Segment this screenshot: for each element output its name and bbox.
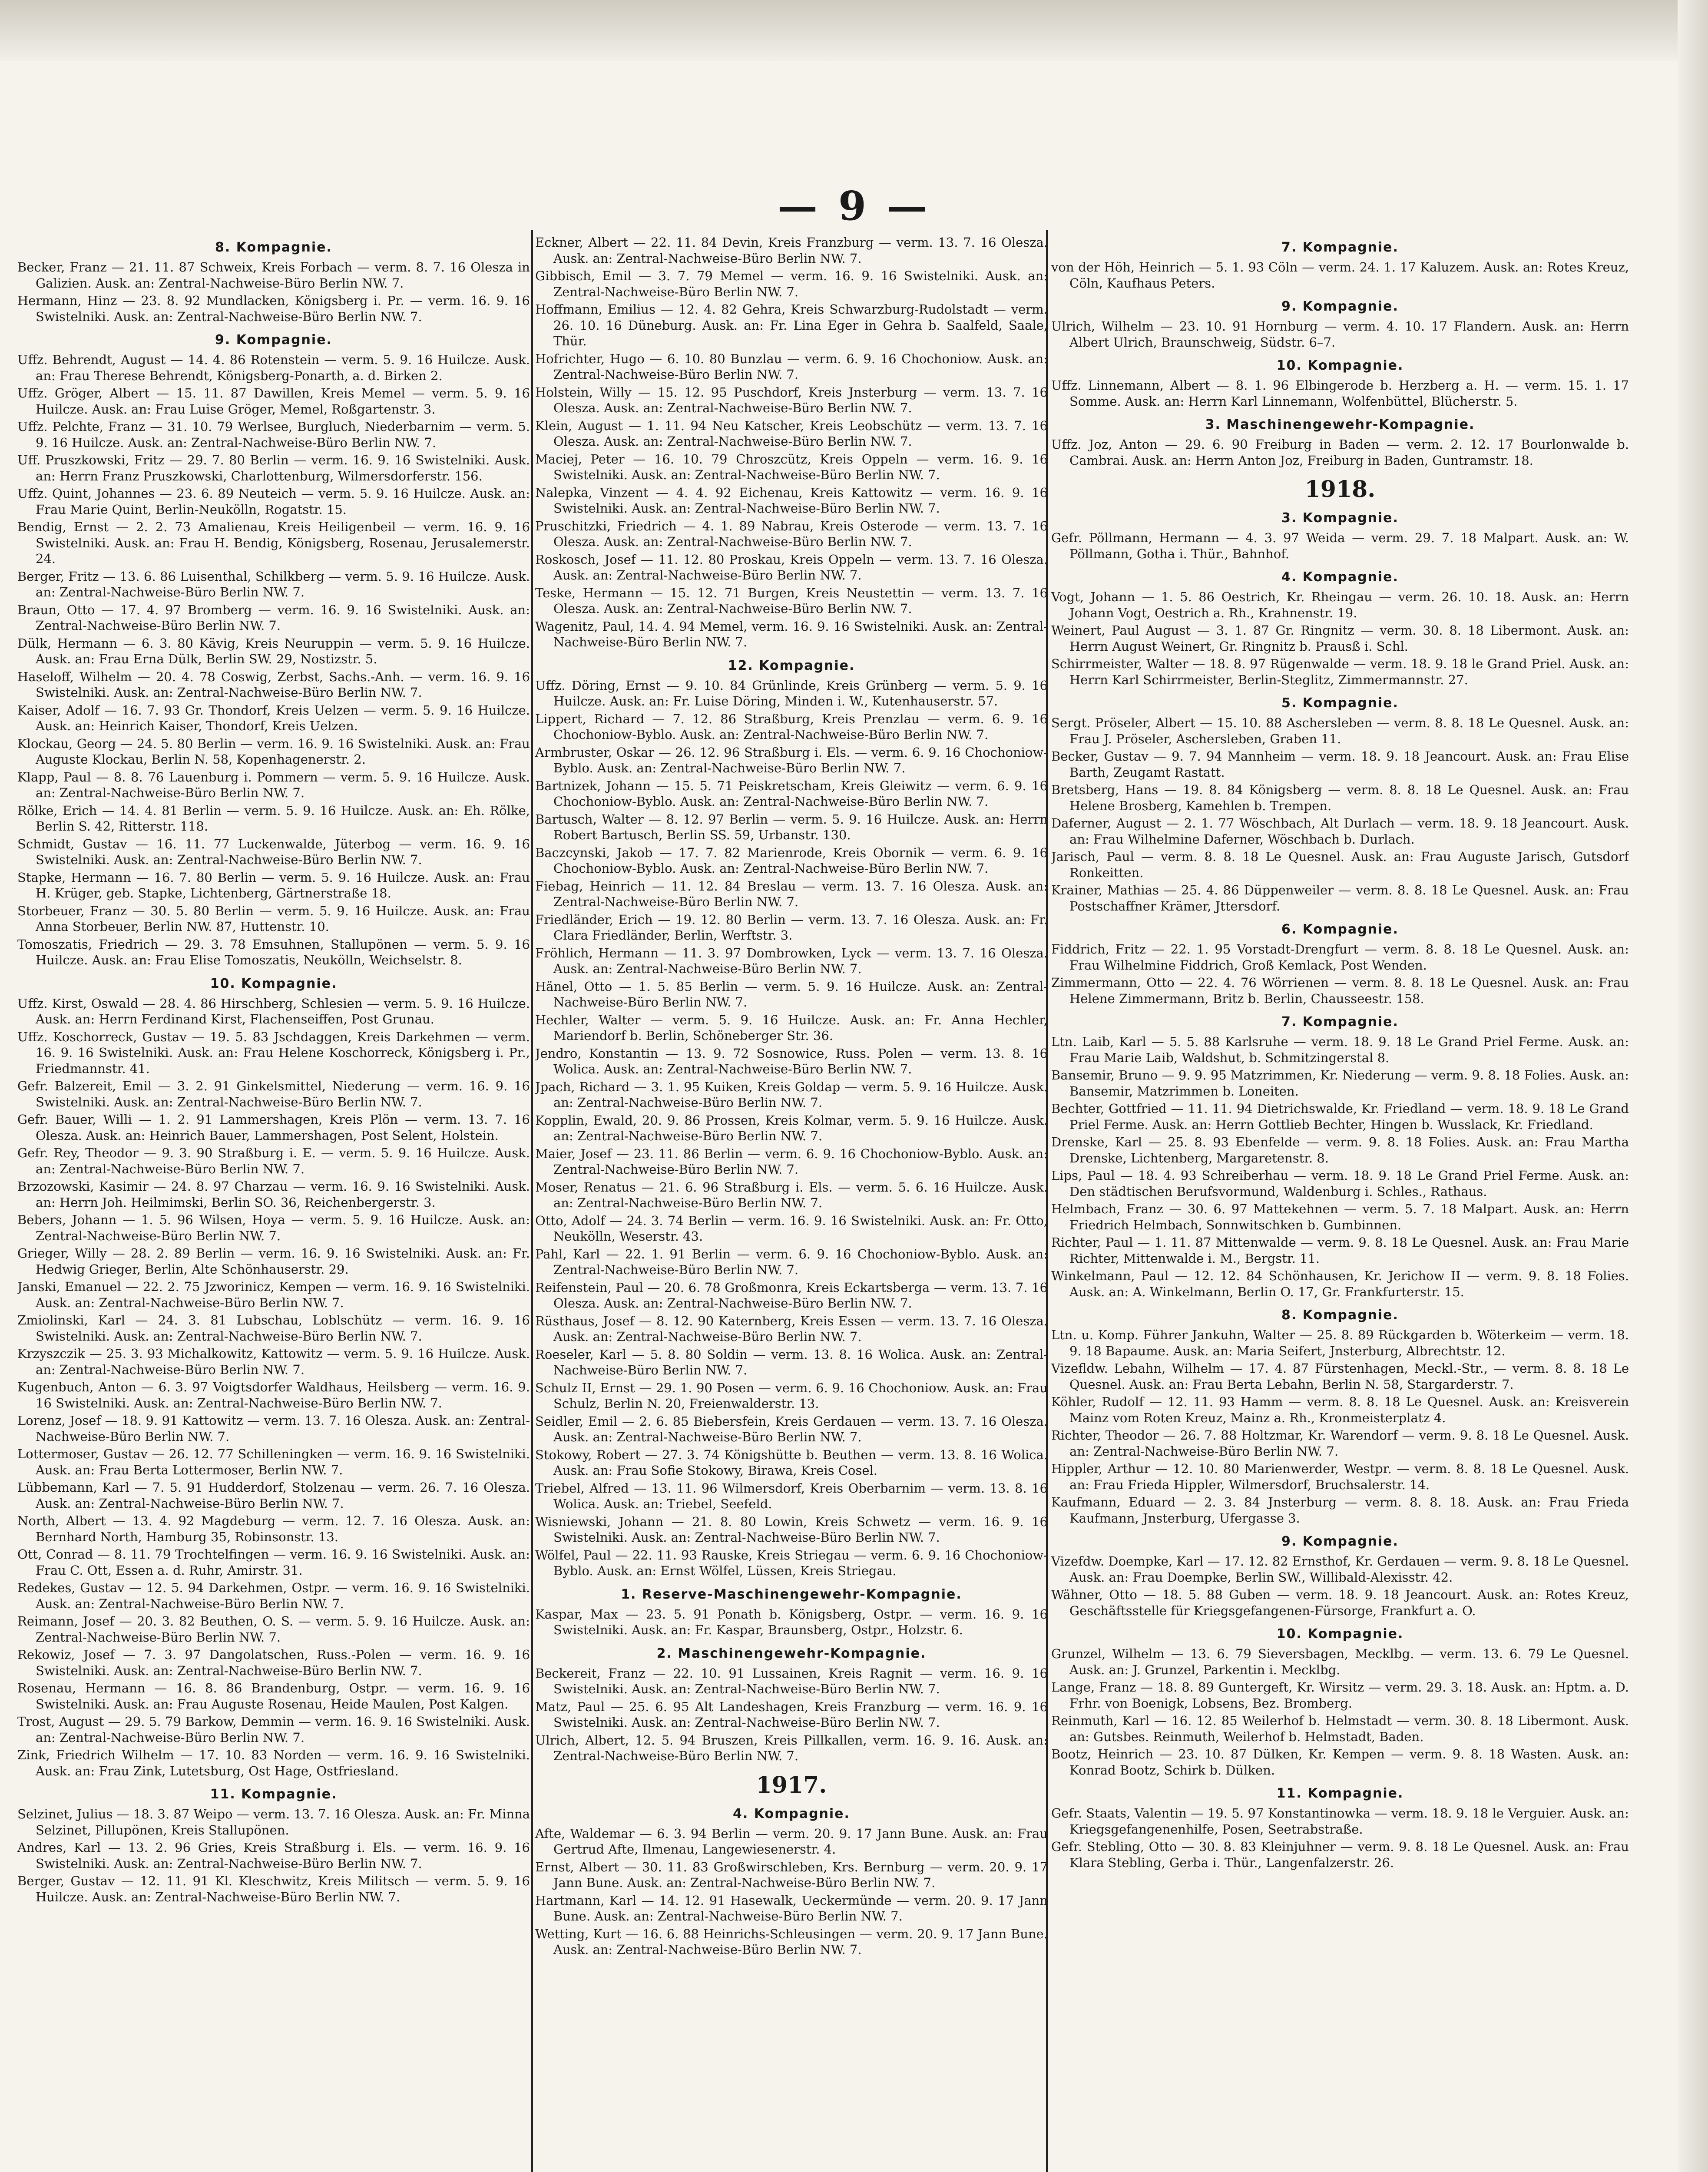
list-item: Uffz. Linnemann, Albert — 8. 1. 96 Elbingerode b. Herzberg a. H. — verm. 15. 1. 17 Somme. Ausk. an: Herrn Karl Linnemann, Wolfenbüttel, Blücherstr. 5. bbox=[1051, 378, 1629, 409]
column-rule bbox=[531, 230, 533, 2172]
list-item: Dülk, Hermann — 6. 3. 80 Kävig, Kreis Neuruppin — verm. 5. 9. 16 Huilcze. Ausk. an: Frau Erna Dülk, Berlin SW. 29, Nostizstr. 5. bbox=[17, 636, 530, 666]
list-item: Schulz II, Ernst — 29. 1. 90 Posen — verm. 6. 9. 16 Chochoniow. Ausk. an: Frau Schulz, Berlin N. 20, Freienwalderstr. 13. bbox=[535, 1380, 1048, 1411]
list-item: Uffz. Döring, Ernst — 9. 10. 84 Grünlinde, Kreis Grünberg — verm. 5. 9. 16 Huilcze. Ausk. an: Fr. Luise Döring, Minden i. W., Kutenhauserstr. 57. bbox=[535, 678, 1048, 709]
list-section bbox=[535, 1587, 1048, 1638]
list-item: Schmidt, Gustav — 16. 11. 77 Luckenwalde, Jüterbog — verm. 16. 9. 16 Swistelniki. Ausk. an: Zentral-Nachweise-Büro Berlin NW. 7. bbox=[17, 836, 530, 867]
list-item: Kaiser, Adolf — 16. 7. 93 Gr. Thondorf, Kreis Uelzen — verm. 5. 9. 16 Huilcze. Ausk. an: Heinrich Kaiser, Thondorf, Kreis Uelzen. bbox=[17, 702, 530, 733]
list-item: Maier, Josef — 23. 11. 86 Berlin — verm. 6. 9. 16 Chochoniow-Byblo. Ausk. an: Zentral-Nachweise-Büro Berlin NW. 7. bbox=[535, 1146, 1048, 1177]
list-item: Ulrich, Albert, 12. 5. 94 Bruszen, Kreis Pillkallen, verm. 16. 9. 16. Ausk. an: Zentral-Nachweise-Büro Berlin NW. 7. bbox=[535, 1732, 1048, 1763]
list-item: Seidler, Emil — 2. 6. 85 Biebersfein, Kreis Gerdauen — verm. 13. 7. 16 Olesza. Ausk. an: Zentral-Nachweise-Büro Berlin NW. 7. bbox=[535, 1414, 1048, 1444]
list-item: Triebel, Alfred — 13. 11. 96 Wilmersdorf, Kreis Oberbarnim — verm. 13. 8. 16 Wolica. Ausk. an: Triebel, Seefeld. bbox=[535, 1480, 1048, 1511]
scan-top-edge bbox=[0, 0, 1708, 61]
list-item: Grunzel, Wilhelm — 13. 6. 79 Sieversbagen, Mecklbg. — verm. 13. 6. 79 Le Quesnel. Ausk. an: J. Grunzel, Parkentin i. Mecklbg. bbox=[1051, 1646, 1629, 1677]
list-item: Maciej, Peter — 16. 10. 79 Chroszcütz, Kreis Oppeln — verm. 16. 9. 16 Swistelniki. Ausk. an: Zentral-Nachweise-Büro Berlin NW. 7. bbox=[535, 451, 1048, 482]
list-item: Uffz. Behrendt, August — 14. 4. 86 Rotenstein — verm. 5. 9. 16 Huilcze. Ausk. an: Frau Therese Behrendt, Königsberg-Ponarth, a. d. Birken 2. bbox=[17, 352, 530, 383]
list-item: Wölfel, Paul — 22. 11. 93 Rauske, Kreis Striegau — verm. 6. 9. 16 Chochoniow-Byblo. Ausk. an: Ernst Wölfel, Lüssen, Kreis Striegau. bbox=[535, 1547, 1048, 1578]
list-item: Jendro, Konstantin — 13. 9. 72 Sosnowice, Russ. Polen — verm. 13. 8. 16 Wolica. Ausk. an: Zentral-Nachweise-Büro Berlin NW. 7. bbox=[535, 1046, 1048, 1076]
section-heading: 12. Kompagnie. bbox=[728, 658, 855, 673]
list-item: Roeseler, Karl — 5. 8. 80 Soldin — verm. 13. 8. 16 Wolica. Ausk. an: Zentral-Nachweise-Büro Berlin NW. 7. bbox=[535, 1347, 1048, 1377]
section-heading: 9. Kompagnie. bbox=[215, 332, 332, 348]
list-item: Pruschitzki, Friedrich — 4. 1. 89 Nabrau, Kreis Osterode — verm. 13. 7. 16 Olesza. Ausk. an: Zentral-Nachweise-Büro Berlin NW. 7. bbox=[535, 518, 1048, 549]
list-item: Uff. Pruszkowski, Fritz — 29. 7. 80 Berlin — verm. 16. 9. 16 Swistelniki. Ausk. an: Herrn Franz Pruszkowski, Charlottenburg, Wilmersdorferstr. 156. bbox=[17, 453, 530, 483]
list-section bbox=[535, 235, 1048, 650]
list-section bbox=[1051, 1626, 1629, 1778]
list-item: Stapke, Hermann — 16. 7. 80 Berlin — verm. 5. 9. 16 Huilcze. Ausk. an: Frau H. Krüger, geb. Stapke, Lichtenberg, Gärtnerstraße 18. bbox=[17, 870, 530, 901]
section-heading: 8. Kompagnie. bbox=[215, 240, 332, 255]
list-item: Winkelmann, Paul — 12. 12. 84 Schönhausen, Kr. Jerichow II — verm. 9. 8. 18 Folies. Ausk. an: A. Winkelmann, Berlin O. 17, Gr. Frankfurterstr. 15. bbox=[1051, 1268, 1629, 1299]
list-item: Uffz. Quint, Johannes — 23. 6. 89 Neuteich — verm. 5. 9. 16 Huilcze. Ausk. an: Frau Marie Quint, Berlin-Neukölln, Rogatstr. 15. bbox=[17, 486, 530, 517]
list-item: Kaufmann, Eduard — 2. 3. 84 Jnsterburg — verm. 8. 8. 18. Ausk. an: Frau Frieda Kaufmann, Jnsterburg, Ufergasse 3. bbox=[1051, 1495, 1629, 1526]
list-section bbox=[1051, 417, 1629, 468]
list-item: Krzyszczik — 25. 3. 93 Michalkowitz, Kattowitz — verm. 5. 9. 16 Huilcze. Ausk. an: Zentral-Nachweise-Büro Berlin NW. 7. bbox=[17, 1346, 530, 1377]
list-item: Jpach, Richard — 3. 1. 95 Kuiken, Kreis Goldap — verm. 5. 9. 16 Huilcze. Ausk. an: Zentral-Nachweise-Büro Berlin NW. 7. bbox=[535, 1079, 1048, 1110]
list-item: Sergt. Pröseler, Albert — 15. 10. 88 Aschersleben — verm. 8. 8. 18 Le Quesnel. Ausk. an: Frau J. Pröseler, Aschersleben, Graben 11. bbox=[1051, 715, 1629, 746]
list-item: Wagenitz, Paul, 14. 4. 94 Memel, verm. 16. 9. 16 Swistelniki. Ausk. an: Zentral-Nachweise-Büro Berlin NW. 7. bbox=[535, 619, 1048, 649]
list-item: Hofrichter, Hugo — 6. 10. 80 Bunzlau — verm. 6. 9. 16 Chochoniow. Ausk. an: Zentral-Nachweise-Büro Berlin NW. 7. bbox=[535, 351, 1048, 382]
list-item: Kaspar, Max — 23. 5. 91 Ponath b. Königsberg, Ostpr. — verm. 16. 9. 16 Swistelniki. Ausk. an: Fr. Kaspar, Braunsberg, Ostpr., Holzstr. 6. bbox=[535, 1606, 1048, 1637]
list-item: Gefr. Stebling, Otto — 30. 8. 83 Kleinjuhner — verm. 9. 8. 18 Le Quesnel. Ausk. an: Frau Klara Stebling, Gerba i. Thür., Langenfalzerstr. 26. bbox=[1051, 1839, 1629, 1870]
list-item: Redekes, Gustav — 12. 5. 94 Darkehmen, Ostpr. — verm. 16. 9. 16 Swistelniki. Ausk. an: Zentral-Nachweise-Büro Berlin NW. 7. bbox=[17, 1580, 530, 1611]
list-item: Hippler, Arthur — 12. 10. 80 Marienwerder, Westpr. — verm. 8. 8. 18 Le Quesnel. Ausk. an: Frau Frieda Hippler, Wilmersdorf, Bruchsalerstr. 14. bbox=[1051, 1461, 1629, 1492]
list-item: Hoffmann, Emilius — 12. 4. 82 Gehra, Kreis Schwarzburg-Rudolstadt — verm. 26. 10. 16 Düneburg. Ausk. an: Fr. Lina Eger in Gehra b. Saalfeld, Saale, Thür. bbox=[535, 302, 1048, 348]
list-item: Bartnizek, Johann — 15. 5. 71 Peiskretscham, Kreis Gleiwitz — verm. 6. 9. 16 Chochoniow-Byblo. Ausk. an: Zentral-Nachweise-Büro Berlin NW. 7. bbox=[535, 778, 1048, 809]
scan-right-edge bbox=[1678, 0, 1708, 2172]
list-item: Wähner, Otto — 18. 5. 88 Guben — verm. 18. 9. 18 Jeancourt. Ausk. an: Rotes Kreuz, Geschäftsstelle für Kriegsgefangenen-Fürsorge, Frankfurt a. O. bbox=[1051, 1587, 1629, 1618]
list-item: Berger, Fritz — 13. 6. 86 Luisenthal, Schilkberg — verm. 5. 9. 16 Huilcze. Ausk. an: Zentral-Nachweise-Büro Berlin NW. 7. bbox=[17, 569, 530, 599]
list-item: Vizefldw. Lebahn, Wilhelm — 17. 4. 87 Fürstenhagen, Meckl.-Str., — verm. 8. 8. 18 Le Quesnel. Ausk. an: Frau Berta Lebahn, Berlin N. 58, Stargarderstr. 7. bbox=[1051, 1361, 1629, 1392]
list-section bbox=[1051, 1534, 1629, 1619]
list-item: Fiddrich, Fritz — 22. 1. 95 Vorstadt-Drengfurt — verm. 8. 8. 18 Le Quesnel. Ausk. an: Frau Wilhelmine Fiddrich, Groß Kemlack, Post Wenden. bbox=[1051, 942, 1629, 973]
list-item: Haseloff, Wilhelm — 20. 4. 78 Coswig, Zerbst, Sachs.-Anh. — verm. 16. 9. 16 Swistelniki. Ausk. an: Zentral-Nachweise-Büro Berlin NW. 7. bbox=[17, 669, 530, 700]
list-item: Ott, Conrad — 8. 11. 79 Trochtelfingen — verm. 16. 9. 16 Swistelniki. Ausk. an: Frau C. Ott, Essen a. d. Ruhr, Amirstr. 31. bbox=[17, 1547, 530, 1578]
list-item: Uffz. Pelchte, Franz — 31. 10. 79 Werlsee, Burgluch, Niederbarnim — verm. 5. 9. 16 Huilcze. Ausk. an: Zentral-Nachweise-Büro Berlin NW. 7. bbox=[17, 419, 530, 450]
list-item: Schirrmeister, Walter — 18. 8. 97 Rügenwalde — verm. 18. 9. 18 le Grand Priel. Ausk. an: Herrn Karl Schirrmeister, Berlin-Steglitz, Zimmermannstr. 27. bbox=[1051, 656, 1629, 687]
list-item: Helmbach, Franz — 30. 6. 97 Mattekehnen — verm. 5. 7. 18 Malpart. Ausk. an: Herrn Friedrich Helmbach, Sonnwitschken b. Gumbinnen. bbox=[1051, 1202, 1629, 1232]
list-item: Gefr. Balzereit, Emil — 3. 2. 91 Ginkelsmittel, Niederung — verm. 16. 9. 16 Swistelniki. Ausk. an: Zentral-Nachweise-Büro Berlin NW. 7. bbox=[17, 1079, 530, 1109]
section-heading: 3. Maschinengewehr-Kompagnie. bbox=[1205, 417, 1475, 432]
list-item: Daferner, August — 2. 1. 77 Wöschbach, Alt Durlach — verm. 18. 9. 18 Jeancourt. Ausk. an: Frau Wilhelmine Daferner, Wöschbach b. Durlach. bbox=[1051, 816, 1629, 847]
list-section bbox=[17, 1787, 530, 1905]
list-item: Rekowiz, Josef — 7. 3. 97 Dangolatschen, Russ.-Polen — verm. 16. 9. 16 Swistelniki. Ausk. an: Zentral-Nachweise-Büro Berlin NW. 7. bbox=[17, 1647, 530, 1678]
list-section bbox=[535, 1806, 1048, 1958]
list-item: Moser, Renatus — 21. 6. 96 Straßburg i. Els. — verm. 5. 6. 16 Huilcze. Ausk. an: Zentral-Nachweise-Büro Berlin NW. 7. bbox=[535, 1179, 1048, 1210]
list-item: Gibbisch, Emil — 3. 7. 79 Memel — verm. 16. 9. 16 Swistelniki. Ausk. an: Zentral-Nachweise-Büro Berlin NW. 7. bbox=[535, 268, 1048, 299]
list-item: Rölke, Erich — 14. 4. 81 Berlin — verm. 5. 9. 16 Huilcze. Ausk. an: Eh. Rölke, Berlin S. 42, Ritterstr. 118. bbox=[17, 803, 530, 834]
section-heading: 8. Kompagnie. bbox=[1281, 1308, 1399, 1323]
list-item: Vogt, Johann — 1. 5. 86 Oestrich, Kr. Rheingau — verm. 26. 10. 18. Ausk. an: Herrn Johann Vogt, Oestrich a. Rh., Krahnenstr. 19. bbox=[1051, 589, 1629, 620]
list-item: Kugenbuch, Anton — 6. 3. 97 Voigtsdorfer Waldhaus, Heilsberg — verm. 16. 9. 16 Swistelniki. Ausk. an: Zentral-Nachweise-Büro Berlin NW. 7. bbox=[17, 1380, 530, 1410]
list-item: Drenske, Karl — 25. 8. 93 Ebenfelde — verm. 9. 8. 18 Folies. Ausk. an: Frau Martha Drenske, Lichtenberg, Margaretenstr. 8. bbox=[1051, 1135, 1629, 1165]
list-item: Richter, Theodor — 26. 7. 88 Holtzmar, Kr. Warendorf — verm. 9. 8. 18 Le Quesnel. Ausk. an: Zentral-Nachweise-Büro Berlin NW. 7. bbox=[1051, 1428, 1629, 1459]
list-item: Otto, Adolf — 24. 3. 74 Berlin — verm. 16. 9. 16 Swistelniki. Ausk. an: Fr. Otto, Neukölln, Weserstr. 43. bbox=[535, 1213, 1048, 1244]
list-item: Klein, August — 1. 11. 94 Neu Katscher, Kreis Leobschütz — verm. 13. 7. 16 Olesza. Ausk. an: Zentral-Nachweise-Büro Berlin NW. 7. bbox=[535, 418, 1048, 449]
list-item: Ernst, Albert — 30. 11. 83 Großwirschleben, Krs. Bernburg — verm. 20. 9. 17 Jann Bune. Ausk. an: Zentral-Nachweise-Büro Berlin NW. 7. bbox=[535, 1859, 1048, 1890]
year-heading: 1917. bbox=[756, 1771, 827, 1798]
list-item: Lange, Franz — 18. 8. 89 Guntergeft, Kr. Wirsitz — verm. 29. 3. 18. Ausk. an: Hptm. a. D. Frhr. von Boenigk, Lobsens, Bez. Bromberg. bbox=[1051, 1680, 1629, 1711]
list-item: Hänel, Otto — 1. 5. 85 Berlin — verm. 5. 9. 16 Huilcze. Ausk. an: Zentral-Nachweise-Büro Berlin NW. 7. bbox=[535, 979, 1048, 1010]
list-item: Tomoszatis, Friedrich — 29. 3. 78 Emsuhnen, Stallupönen — verm. 5. 9. 16 Huilcze. Ausk. an: Frau Elise Tomoszatis, Neukölln, Weichselstr. 8. bbox=[17, 937, 530, 967]
list-item: Ltn. u. Komp. Führer Jankuhn, Walter — 25. 8. 89 Rückgarden b. Wöterkeim — verm. 18. 9. 18 Bapaume. Ausk. an: Maria Seifert, Jnsterburg, Albrechtstr. 12. bbox=[1051, 1328, 1629, 1358]
list-item: Bansemir, Bruno — 9. 9. 95 Matzrimmen, Kr. Niederung — verm. 9. 8. 18 Folies. Ausk. an: Bansemir, Matzrimmen b. Loneiten. bbox=[1051, 1068, 1629, 1099]
column-3 bbox=[1051, 235, 1629, 2172]
list-item: Reinmuth, Karl — 16. 12. 85 Weilerhof b. Helmstadt — verm. 30. 8. 18 Libermont. Ausk. an: Gutsbes. Reinmuth, Weilerhof b. Helmstadt, Baden. bbox=[1051, 1713, 1629, 1744]
list-item: Jarisch, Paul — verm. 8. 8. 18 Le Quesnel. Ausk. an: Frau Auguste Jarisch, Gutsdorf Ronkeitten. bbox=[1051, 849, 1629, 880]
list-item: Krainer, Mathias — 25. 4. 86 Düppenweiler — verm. 8. 8. 18 Le Quesnel. Ausk. an: Frau Postschaffner Krämer, Jttersdorf. bbox=[1051, 883, 1629, 914]
list-item: Klockau, Georg — 24. 5. 80 Berlin — verm. 16. 9. 16 Swistelniki. Ausk. an: Frau Auguste Klockau, Berlin N. 58, Kopenhagenerstr. 2. bbox=[17, 736, 530, 767]
list-item: Vizefdw. Doempke, Karl — 17. 12. 82 Ernsthof, Kr. Gerdauen — verm. 9. 8. 18 Le Quesnel. Ausk. an: Frau Doempke, Berlin SW., Willibald-Alexisstr. 42. bbox=[1051, 1554, 1629, 1585]
list-item: Rosenau, Hermann — 16. 8. 86 Brandenburg, Ostpr. — verm. 16. 9. 16 Swistelniki. Ausk. an: Frau Auguste Rosenau, Heide Maulen, Post Kalgen. bbox=[17, 1681, 530, 1712]
list-item: Klapp, Paul — 8. 8. 76 Lauenburg i. Pommern — verm. 5. 9. 16 Huilcze. Ausk. an: Zentral-Nachweise-Büro Berlin NW. 7. bbox=[17, 769, 530, 800]
list-item: Storbeuer, Franz — 30. 5. 80 Berlin — verm. 5. 9. 16 Huilcze. Ausk. an: Frau Anna Storbeuer, Berlin NW. 87, Huttenstr. 10. bbox=[17, 903, 530, 934]
list-item: Uffz. Gröger, Albert — 15. 11. 87 Dawillen, Kreis Memel — verm. 5. 9. 16 Huilcze. Ausk. an: Frau Luise Gröger, Memel, Roßgartenstr. 3. bbox=[17, 386, 530, 417]
list-item: Bretsberg, Hans — 19. 8. 84 Königsberg — verm. 8. 8. 18 Le Quesnel. Ausk. an: Frau Helene Brosberg, Kamehlen b. Trempen. bbox=[1051, 782, 1629, 813]
list-item: von der Höh, Heinrich — 5. 1. 93 Cöln — verm. 24. 1. 17 Kaluzem. Ausk. an: Rotes Kreuz, Cöln, Kaufhaus Peters. bbox=[1051, 260, 1629, 291]
list-item: Afte, Waldemar — 6. 3. 94 Berlin — verm. 20. 9. 17 Jann Bune. Ausk. an: Frau Gertrud Afte, Ilmenau, Langewiesenerstr. 4. bbox=[535, 1826, 1048, 1857]
list-section bbox=[1051, 299, 1629, 350]
section-heading: 7. Kompagnie. bbox=[1281, 240, 1399, 255]
list-item: Matz, Paul — 25. 6. 95 Alt Landeshagen, Kreis Franzburg — verm. 16. 9. 16 Swistelniki. Ausk. an: Zentral-Nachweise-Büro Berlin NW. 7. bbox=[535, 1699, 1048, 1730]
list-item: Lottermoser, Gustav — 26. 12. 77 Schilleningken — verm. 16. 9. 16 Swistelniki. Ausk. an: Frau Berta Lottermoser, Berlin NW. 7. bbox=[17, 1447, 530, 1477]
list-item: Gefr. Staats, Valentin — 19. 5. 97 Konstantinowka — verm. 18. 9. 18 le Verguier. Ausk. an: Kriegsgefangenenhilfe, Posen, Seetrabstraße. bbox=[1051, 1806, 1629, 1837]
list-item: Hechler, Walter — verm. 5. 9. 16 Huilcze. Ausk. an: Fr. Anna Hechler, Mariendorf b. Berlin, Schöneberger Str. 36. bbox=[535, 1012, 1048, 1043]
list-item: Bartusch, Walter — 8. 12. 97 Berlin — verm. 5. 9. 16 Huilcze. Ausk. an: Herrn Robert Bartusch, Berlin SS. 59, Urbanstr. 130. bbox=[535, 811, 1048, 842]
list-item: North, Albert — 13. 4. 92 Magdeburg — verm. 12. 7. 16 Olesza. Ausk. an: Bernhard North, Hamburg 35, Robinsonstr. 13. bbox=[17, 1513, 530, 1544]
list-section bbox=[17, 332, 530, 968]
list-item: Holstein, Willy — 15. 12. 95 Puschdorf, Kreis Jnsterburg — verm. 13. 7. 16 Olesza. Ausk. an: Zentral-Nachweise-Büro Berlin NW. 7. bbox=[535, 384, 1048, 415]
list-item: Berger, Gustav — 12. 11. 91 Kl. Kleschwitz, Kreis Militsch — verm. 5. 9. 16 Huilcze. Ausk. an: Zentral-Nachweise-Büro Berlin NW. 7. bbox=[17, 1874, 530, 1904]
list-item: Rüsthaus, Josef — 8. 12. 90 Katernberg, Kreis Essen — verm. 13. 7. 16 Olesza. Ausk. an: Zentral-Nachweise-Büro Berlin NW. 7. bbox=[535, 1313, 1048, 1344]
section-heading: 5. Kompagnie. bbox=[1281, 695, 1399, 711]
list-item: Zink, Friedrich Wilhelm — 17. 10. 83 Norden — verm. 16. 9. 16 Swistelniki. Ausk. an: Frau Zink, Lutetsburg, Ost Hage, Ostfriesland. bbox=[17, 1748, 530, 1778]
list-item: Becker, Gustav — 9. 7. 94 Mannheim — verm. 18. 9. 18 Jeancourt. Ausk. an: Frau Elise Barth, Zeugamt Rastatt. bbox=[1051, 749, 1629, 780]
list-section bbox=[17, 240, 530, 324]
list-item: Fiebag, Heinrich — 11. 12. 84 Breslau — verm. 13. 7. 16 Olesza. Ausk. an: Zentral-Nachweise-Büro Berlin NW. 7. bbox=[535, 878, 1048, 909]
list-item: Weinert, Paul August — 3. 1. 87 Gr. Ringnitz — verm. 30. 8. 18 Libermont. Ausk. an: Herrn August Weinert, Gr. Ringnitz b. Prausß i. Schl. bbox=[1051, 623, 1629, 654]
list-item: Becker, Franz — 21. 11. 87 Schweix, Kreis Forbach — verm. 8. 7. 16 Olesza in Galizien. Ausk. an: Zentral-Nachweise-Büro Berlin NW. 7. bbox=[17, 260, 530, 291]
column-1 bbox=[17, 235, 530, 2172]
list-item: Gefr. Rey, Theodor — 9. 3. 90 Straßburg i. E. — verm. 5. 9. 16 Huilcze. Ausk. an: Zentral-Nachweise-Büro Berlin NW. 7. bbox=[17, 1146, 530, 1176]
list-item: Lübbemann, Karl — 7. 5. 91 Hudderdorf, Stolzenau — verm. 26. 7. 16 Olesza. Ausk. an: Zentral-Nachweise-Büro Berlin NW. 7. bbox=[17, 1480, 530, 1511]
list-item: Bootz, Heinrich — 23. 10. 87 Dülken, Kr. Kempen — verm. 9. 8. 18 Wasten. Ausk. an: Konrad Bootz, Schirk b. Dülken. bbox=[1051, 1747, 1629, 1778]
section-heading: 4. Kompagnie. bbox=[733, 1806, 850, 1821]
section-heading: 3. Kompagnie. bbox=[1281, 510, 1399, 526]
list-item: Teske, Hermann — 15. 12. 71 Burgen, Kreis Neustettin — verm. 13. 7. 16 Olesza. Ausk. an: Zentral-Nachweise-Büro Berlin NW. 7. bbox=[535, 585, 1048, 616]
list-item: Brzozowski, Kasimir — 24. 8. 97 Charzau — verm. 16. 9. 16 Swistelniki. Ausk. an: Herrn Joh. Heilmimski, Berlin SO. 36, Reichenbergerstr. 3. bbox=[17, 1179, 530, 1210]
section-heading: 6. Kompagnie. bbox=[1281, 922, 1399, 937]
list-item: Roskosch, Josef — 11. 12. 80 Proskau, Kreis Oppeln — verm. 13. 7. 16 Olesza. Ausk. an: Zentral-Nachweise-Büro Berlin NW. 7. bbox=[535, 552, 1048, 583]
list-item: Fröhlich, Hermann — 11. 3. 97 Dombrowken, Lyck — verm. 13. 7. 16 Olesza. Ausk. an: Zentral-Nachweise-Büro Berlin NW. 7. bbox=[535, 945, 1048, 976]
list-item: Uffz. Koschorreck, Gustav — 19. 5. 83 Jschdaggen, Kreis Darkehmen — verm. 16. 9. 16 Swistelniki. Ausk. an: Frau Helene Koschorreck, Königsberg i. Pr., Friedmannstr. 41. bbox=[17, 1029, 530, 1076]
list-item: Köhler, Rudolf — 12. 11. 93 Hamm — verm. 8. 8. 18 Le Quesnel. Ausk. an: Kreisverein Mainz vom Roten Kreuz, Mainz a. Rh., Kronmeisterplatz 4. bbox=[1051, 1394, 1629, 1425]
list-section bbox=[1051, 695, 1629, 914]
list-section bbox=[1051, 1014, 1629, 1300]
page-number: — 9 — bbox=[777, 182, 931, 229]
list-item: Richter, Paul — 1. 11. 87 Mittenwalde — verm. 9. 8. 18 Le Quesnel. Ausk. an: Frau Marie Richter, Mittenwalde i. M., Bergstr. 11. bbox=[1051, 1235, 1629, 1266]
section-heading: 1. Reserve-Maschinengewehr-Kompagnie. bbox=[621, 1586, 962, 1602]
list-item: Friedländer, Erich — 19. 12. 80 Berlin — verm. 13. 7. 16 Olesza. Ausk. an: Fr. Clara Friedländer, Berlin, Werftstr. 3. bbox=[535, 912, 1048, 943]
list-item: Stokowy, Robert — 27. 3. 74 Königshütte b. Beuthen — verm. 13. 8. 16 Wolica. Ausk. an: Frau Sofie Stokowy, Birawa, Kreis Cosel. bbox=[535, 1447, 1048, 1478]
list-item: Eckner, Albert — 22. 11. 84 Devin, Kreis Franzburg — verm. 13. 7. 16 Olesza. Ausk. an: Zentral-Nachweise-Büro Berlin NW. 7. bbox=[535, 235, 1048, 266]
list-item: Zmiolinski, Karl — 24. 3. 81 Lubschau, Loblschütz — verm. 16. 9. 16 Swistelniki. Ausk. an: Zentral-Nachweise-Büro Berlin NW. 7. bbox=[17, 1313, 530, 1344]
list-section bbox=[535, 658, 1048, 1579]
list-item: Grieger, Willy — 28. 2. 89 Berlin — verm. 16. 9. 16 Swistelniki. Ausk. an: Fr. Hedwig Grieger, Berlin, Alte Schönhauserstr. 29. bbox=[17, 1246, 530, 1277]
list-item: Beckereit, Franz — 22. 10. 91 Lussainen, Kreis Ragnit — verm. 16. 9. 16 Swistelniki. Ausk. an: Zentral-Nachweise-Büro Berlin NW. 7. bbox=[535, 1665, 1048, 1696]
list-item: Kopplin, Ewald, 20. 9. 86 Prossen, Kreis Kolmar, verm. 5. 9. 16 Huilcze. Ausk. an: Zentral-Nachweise-Büro Berlin NW. 7. bbox=[535, 1112, 1048, 1143]
section-heading: 9. Kompagnie. bbox=[1281, 299, 1399, 314]
list-section bbox=[1051, 358, 1629, 409]
list-item: Trost, August — 29. 5. 79 Barkow, Demmin — verm. 16. 9. 16 Swistelniki. Ausk. an: Zentral-Nachweise-Büro Berlin NW. 7. bbox=[17, 1714, 530, 1745]
list-section bbox=[1051, 476, 1629, 503]
list-item: Zimmermann, Otto — 22. 4. 76 Wörrienen — verm. 8. 8. 18 Le Quesnel. Ausk. an: Frau Helene Zimmermann, Britz b. Berlin, Chausseestr. 158. bbox=[1051, 975, 1629, 1006]
column-2 bbox=[535, 235, 1048, 2172]
list-section bbox=[1051, 510, 1629, 562]
list-item: Gefr. Pöllmann, Hermann — 4. 3. 97 Weida — verm. 29. 7. 18 Malpart. Ausk. an: W. Pöllmann, Gotha i. Thür., Bahnhof. bbox=[1051, 530, 1629, 561]
list-item: Uffz. Joz, Anton — 29. 6. 90 Freiburg in Baden — verm. 2. 12. 17 Bourlonwalde b. Cambrai. Ausk. an: Herrn Anton Joz, Freiburg in Baden, Guntramstr. 18. bbox=[1051, 437, 1629, 468]
list-section bbox=[535, 1772, 1048, 1798]
list-item: Janski, Emanuel — 22. 2. 75 Jzworinicz, Kempen — verm. 16. 9. 16 Swistelniki. Ausk. an: Zentral-Nachweise-Büro Berlin NW. 7. bbox=[17, 1279, 530, 1310]
list-item: Uffz. Kirst, Oswald — 28. 4. 86 Hirschberg, Schlesien — verm. 5. 9. 16 Huilcze. Ausk. an: Herrn Ferdinand Kirst, Flachenseiffen, Post Grunau. bbox=[17, 996, 530, 1026]
list-item: Reimann, Josef — 20. 3. 82 Beuthen, O. S. — verm. 5. 9. 16 Huilcze. Ausk. an: Zentral-Nachweise-Büro Berlin NW. 7. bbox=[17, 1614, 530, 1645]
list-item: Selzinet, Julius — 18. 3. 87 Weipo — verm. 13. 7. 16 Olesza. Ausk. an: Fr. Minna Selzinet, Pillupönen, Kreis Stallupönen. bbox=[17, 1807, 530, 1838]
section-heading: 10. Kompagnie. bbox=[1276, 358, 1404, 373]
list-item: Hartmann, Karl — 14. 12. 91 Hasewalk, Ueckermünde — verm. 20. 9. 17 Jann Bune. Ausk. an: Zentral-Nachweise-Büro Berlin NW. 7. bbox=[535, 1893, 1048, 1924]
list-item: Pahl, Karl — 22. 1. 91 Berlin — verm. 6. 9. 16 Chochoniow-Byblo. Ausk. an: Zentral-Nachweise-Büro Berlin NW. 7. bbox=[535, 1246, 1048, 1277]
section-heading: 10. Kompagnie. bbox=[210, 976, 338, 991]
section-heading: 11. Kompagnie. bbox=[210, 1787, 338, 1802]
list-item: Andres, Karl — 13. 2. 96 Gries, Kreis Straßburg i. Els. — verm. 16. 9. 16 Swistelniki. Ausk. an: Zentral-Nachweise-Büro Berlin NW. 7. bbox=[17, 1840, 530, 1871]
list-section bbox=[1051, 1786, 1629, 1871]
list-item: Reifenstein, Paul — 20. 6. 78 Großmonra, Kreis Eckartsberga — verm. 13. 7. 16 Olesza. Ausk. an: Zentral-Nachweise-Büro Berlin NW. 7. bbox=[535, 1280, 1048, 1311]
list-section bbox=[1051, 922, 1629, 1007]
section-heading: 10. Kompagnie. bbox=[1276, 1626, 1404, 1642]
list-section bbox=[535, 1646, 1048, 1764]
list-item: Ulrich, Wilhelm — 23. 10. 91 Hornburg — verm. 4. 10. 17 Flandern. Ausk. an: Herrn Albert Ulrich, Braunschweig, Südstr. 6–7. bbox=[1051, 319, 1629, 350]
section-heading: 4. Kompagnie. bbox=[1281, 569, 1399, 585]
list-item: Wisniewski, Johann — 21. 8. 80 Lowin, Kreis Schwetz — verm. 16. 9. 16 Swistelniki. Ausk. an: Zentral-Nachweise-Büro Berlin NW. 7. bbox=[535, 1514, 1048, 1545]
list-item: Armbruster, Oskar — 26. 12. 96 Straßburg i. Els. — verm. 6. 9. 16 Chochoniow-Byblo. Ausk. an: Zentral-Nachweise-Büro Berlin NW. 7. bbox=[535, 745, 1048, 775]
list-item: Bechter, Gottfried — 11. 11. 94 Dietrichswalde, Kr. Friedland — verm. 18. 9. 18 Le Grand Priel Ferme. Ausk. an: Herrn Gottlieb Bechter, Hingen b. Wusslack, Kr. Friedland. bbox=[1051, 1101, 1629, 1132]
list-item: Baczcynski, Jakob — 17. 7. 82 Marienrode, Kreis Obornik — verm. 6. 9. 16 Chochoniow-Byblo. Ausk. an: Zentral-Nachweise-Büro Berlin NW. 7. bbox=[535, 845, 1048, 876]
list-item: Lorenz, Josef — 18. 9. 91 Kattowitz — verm. 13. 7. 16 Olesza. Ausk. an: Zentral-Nachweise-Büro Berlin NW. 7. bbox=[17, 1413, 530, 1444]
list-section bbox=[1051, 1308, 1629, 1526]
section-heading: 2. Maschinengewehr-Kompagnie. bbox=[656, 1646, 927, 1661]
list-item: Nalepka, Vinzent — 4. 4. 92 Eichenau, Kreis Kattowitz — verm. 16. 9. 16 Swistelniki. Ausk. an: Zentral-Nachweise-Büro Berlin NW. 7. bbox=[535, 485, 1048, 516]
list-item: Gefr. Bauer, Willi — 1. 2. 91 Lammershagen, Kreis Plön — verm. 13. 7. 16 Olesza. Ausk. an: Heinrich Bauer, Lammershagen, Post Selent, Holstein. bbox=[17, 1112, 530, 1143]
section-heading: 11. Kompagnie. bbox=[1276, 1786, 1404, 1801]
list-section bbox=[1051, 569, 1629, 688]
section-heading: 9. Kompagnie. bbox=[1281, 1534, 1399, 1549]
list-item: Lippert, Richard — 7. 12. 86 Straßburg, Kreis Prenzlau — verm. 6. 9. 16 Chochoniow-Byblo. Ausk. an: Zentral-Nachweise-Büro Berlin NW. 7. bbox=[535, 711, 1048, 742]
list-item: Wetting, Kurt — 16. 6. 88 Heinrichs-Schleusingen — verm. 20. 9. 17 Jann Bune. Ausk. an: Zentral-Nachweise-Büro Berlin NW. 7. bbox=[535, 1926, 1048, 1957]
list-item: Lips, Paul — 18. 4. 93 Schreiberhau — verm. 18. 9. 18 Le Grand Priel Ferme. Ausk. an: Den städtischen Berufsvormund, Waldenburg i. Schles., Rathaus. bbox=[1051, 1168, 1629, 1199]
list-section bbox=[1051, 240, 1629, 291]
list-item: Bendig, Ernst — 2. 2. 73 Amalienau, Kreis Heiligenbeil — verm. 16. 9. 16 Swistelniki. Ausk. an: Frau H. Bendig, Königsberg, Rosenau, Jerusalemerstr. 24. bbox=[17, 520, 530, 566]
section-heading: 7. Kompagnie. bbox=[1281, 1014, 1399, 1030]
list-item: Braun, Otto — 17. 4. 97 Bromberg — verm. 16. 9. 16 Swistelniki. Ausk. an: Zentral-Nachweise-Büro Berlin NW. 7. bbox=[17, 602, 530, 633]
list-item: Bebers, Johann — 1. 5. 96 Wilsen, Hoya — verm. 5. 9. 16 Huilcze. Ausk. an: Zentral-Nachweise-Büro Berlin NW. 7. bbox=[17, 1212, 530, 1243]
year-heading: 1918. bbox=[1304, 476, 1376, 503]
list-item: Ltn. Laib, Karl — 5. 5. 88 Karlsruhe — verm. 18. 9. 18 Le Grand Priel Ferme. Ausk. an: Frau Marie Laib, Waldshut, b. Schmitzingerstal 8. bbox=[1051, 1034, 1629, 1065]
list-section bbox=[17, 976, 530, 1779]
list-item: Hermann, Hinz — 23. 8. 92 Mundlacken, Königsberg i. Pr. — verm. 16. 9. 16 Swistelniki. Ausk. an: Zentral-Nachweise-Büro Berlin NW. 7. bbox=[17, 293, 530, 324]
